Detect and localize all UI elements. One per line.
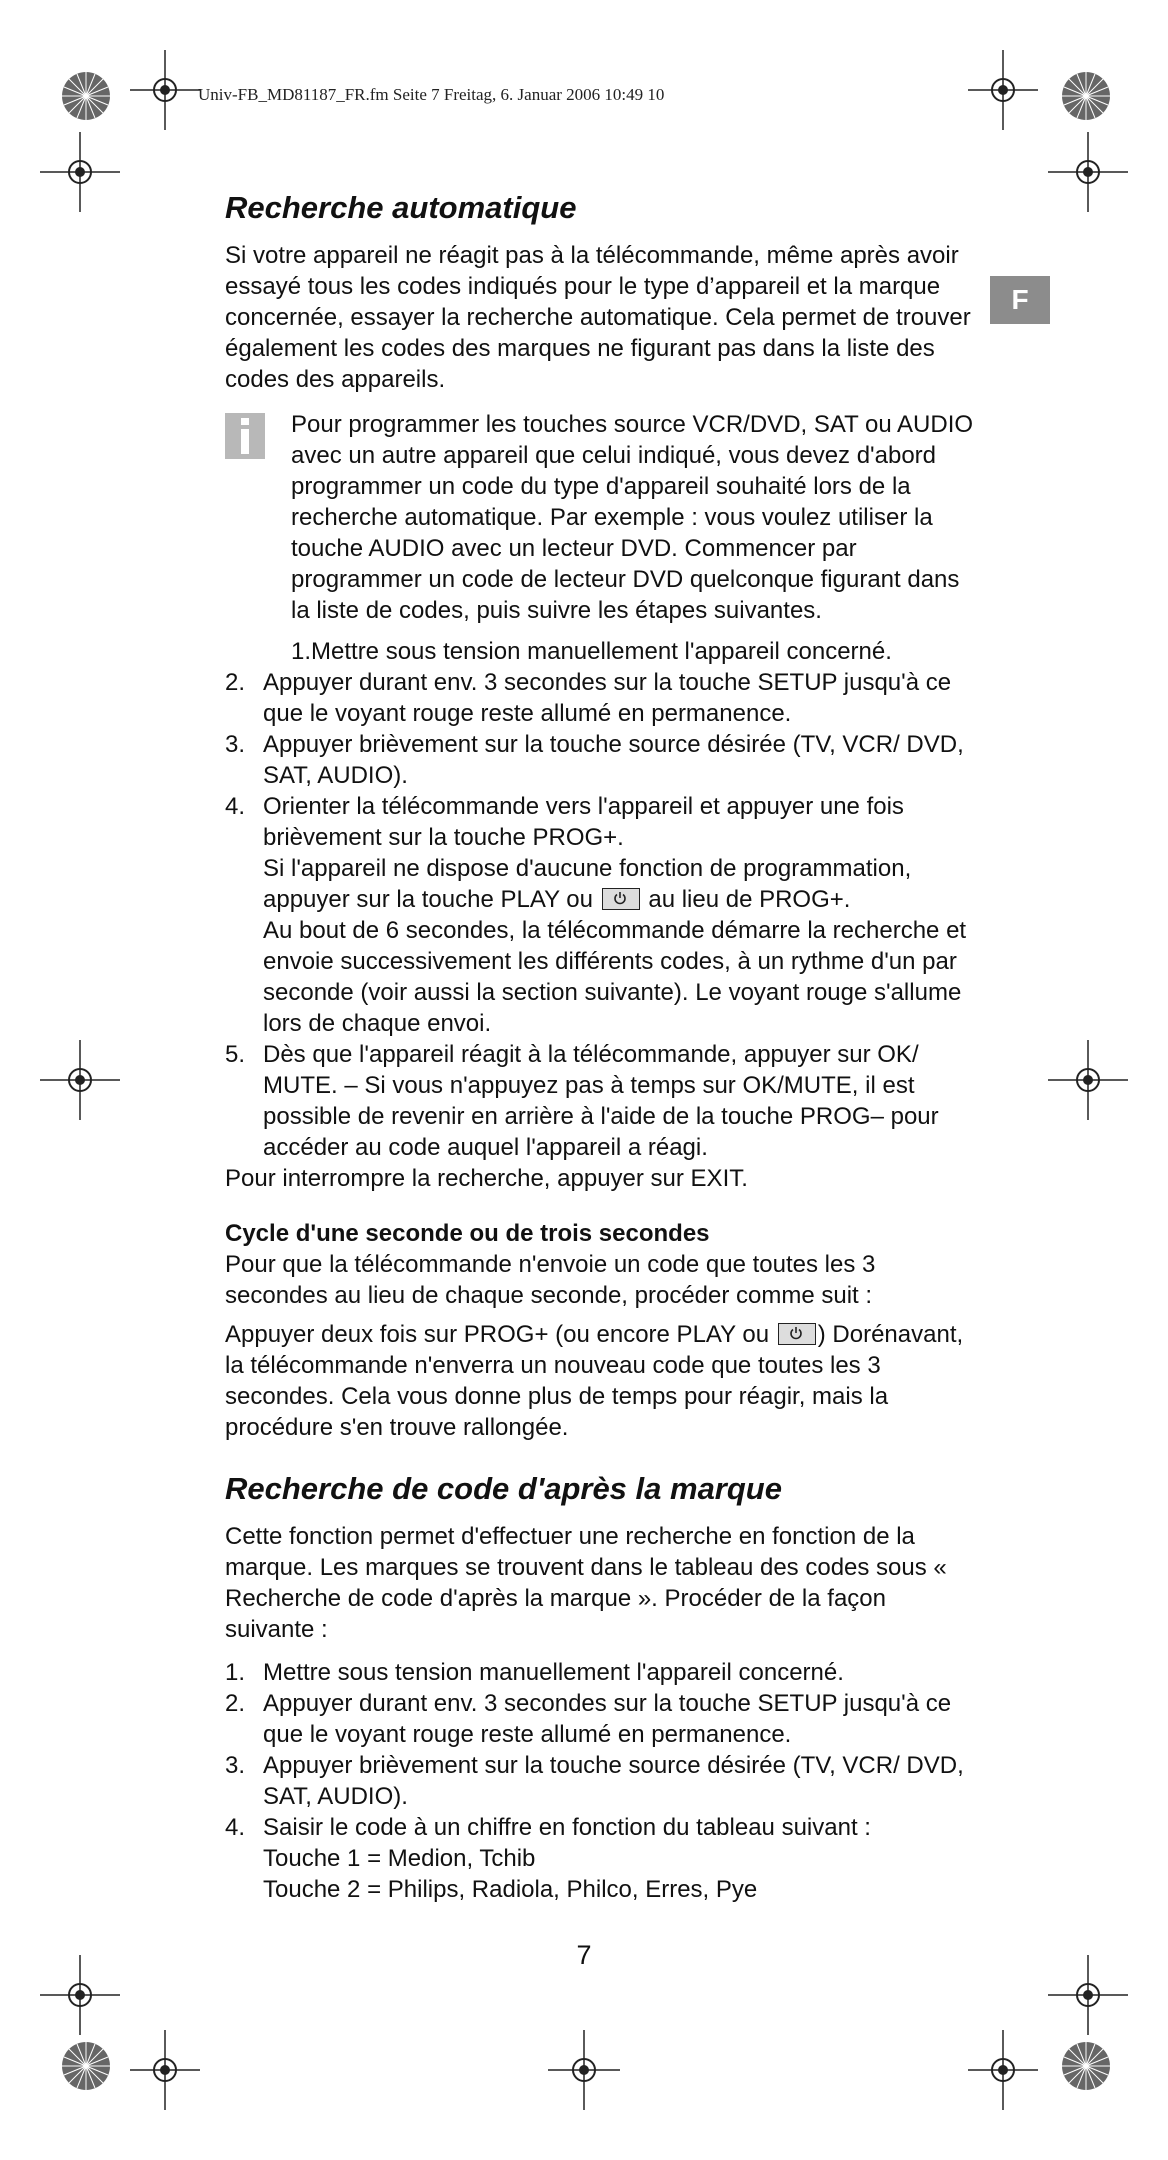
info-note [225,409,975,667]
list-item: 1. Mettre sous tension manuellement l'appareil concerné. [225,1659,844,1686]
registration-mark-bottom-right-sunburst [1060,2040,1112,2092]
power-key-icon [602,888,640,910]
info-note-text: Pour programmer les touches source VCR/DVD, SAT ou AUDIO avec un autre appareil que celui indiqué, vous devez d'abord programmer un code du type d'appareil souhaité lors de la recherche automatique. Par exemple : vous voulez utiliser la touche AUDIO avec un lecteur DVD. Commencer par programmer un code de lecteur DVD quelconque figurant dans la liste de codes, puis suivre les étapes suivantes. [291,411,974,624]
file-header: Univ-FB_MD81187_FR.fm Seite 7 Freitag, 6. Januar 2006 10:49 10 [198,85,665,104]
brand-search-steps [225,1657,975,1905]
list-item: 2. Appuyer durant env. 3 secondes sur la touche SETUP jusqu'à ce que le voyant rouge reste allumé en permanence. [225,669,952,727]
auto-search-intro: Si votre appareil ne réagit pas à la télécommande, même après avoir essayé tous les codes indiqués pour le type d’appareil et la marque concernée, essayer la recherche automatique. Cela permet de trouver également les codes des marques ne figurant pas dans la liste des codes des appareils. [225,242,971,393]
crosshair-mark-left-upper [40,132,120,212]
list-item: 3. Appuyer brièvement sur la touche source désirée (TV, VCR/ DVD, SAT, AUDIO). [225,1752,964,1810]
list-item: 2. Appuyer durant env. 3 secondes sur la touche SETUP jusqu'à ce que le voyant rouge reste allumé en permanence. [225,1690,952,1748]
cycle-paragraph-2: Appuyer deux fois sur PROG+ (ou encore PLAY ou ) Dorénavant, la télécommande n'enverra un nouveau code que toutes les 3 secondes. Cela vous donne plus de temps pour réagir, mais la procédure s'en trouve rallongée. [225,1321,964,1441]
auto-search-outro: Pour interrompre la recherche, appuyer sur EXIT. [225,1165,748,1192]
page-number: 7 [576,1940,592,1970]
page-content [225,190,975,1905]
crosshair-mark-right-middle [1048,1040,1128,1120]
section-title-brand-search: Recherche de code d'après la marque [225,1471,782,1506]
crosshair-mark-left-middle [40,1040,120,1120]
brand-search-intro: Cette fonction permet d'effectuer une recherche en fonction de la marque. Les marques se trouvent dans le tableau des codes sous « Recherche de code d'après la marque ». Procéder de la façon suivante : [225,1523,947,1643]
language-tab: F [990,276,1050,324]
info-icon [225,413,265,459]
cycle-heading: Cycle d'une seconde ou de trois secondes [225,1220,710,1247]
power-key-icon [778,1323,816,1345]
crosshair-mark-bottom-left [130,2030,200,2110]
crosshair-mark-right-upper [1048,132,1128,212]
auto-search-steps [225,667,975,1163]
crosshair-mark-bottom-right [968,2030,1038,2110]
crosshair-mark-top-left [130,50,200,130]
registration-mark-bottom-left-sunburst [60,2040,112,2092]
list-item: 4. Orienter la télécommande vers l'appareil et appuyer une fois brièvement sur la touche PROG+. Si l'appareil ne dispose d'aucune fonction de programmation, appuyer sur la touche PLAY ou au lieu de PROG+. Au bout de 6 secondes, la télécommande démarre la recherche et envoie successivement les différents codes, à un rythme d'un par seconde (voir aussi la section suivante). Le voyant rouge s'allume lors de chaque envoi. [225,793,967,1037]
auto-search-step-1: 1.Mettre sous tension manuellement l'appareil concerné. [291,638,892,665]
registration-mark-top-left-sunburst [60,70,112,122]
list-item: 5. Dès que l'appareil réagit à la télécommande, appuyer sur OK/ MUTE. – Si vous n'appuyez pas à temps sur OK/MUTE, il est possible de revenir en arrière à l'aide de la touche PROG– pour accéder au code auquel l'appareil a réagi. [225,1041,939,1161]
crosshair-mark-top-right [968,50,1038,130]
list-item: 3. Appuyer brièvement sur la touche source désirée (TV, VCR/ DVD, SAT, AUDIO). [225,731,964,789]
crosshair-mark-bottom-center [548,2030,620,2110]
registration-mark-top-right-sunburst [1060,70,1112,122]
cycle-paragraph-1: Pour que la télécommande n'envoie un code que toutes les 3 secondes au lieu de chaque seconde, procéder comme suit : [225,1251,876,1309]
list-item: 4. Saisir le code à un chiffre en fonction du tableau suivant : Touche 1 = Medion, Tchib Touche 2 = Philips, Radiola, Philco, Erres, Pye [225,1814,871,1903]
section-title-auto-search: Recherche automatique [225,190,577,225]
